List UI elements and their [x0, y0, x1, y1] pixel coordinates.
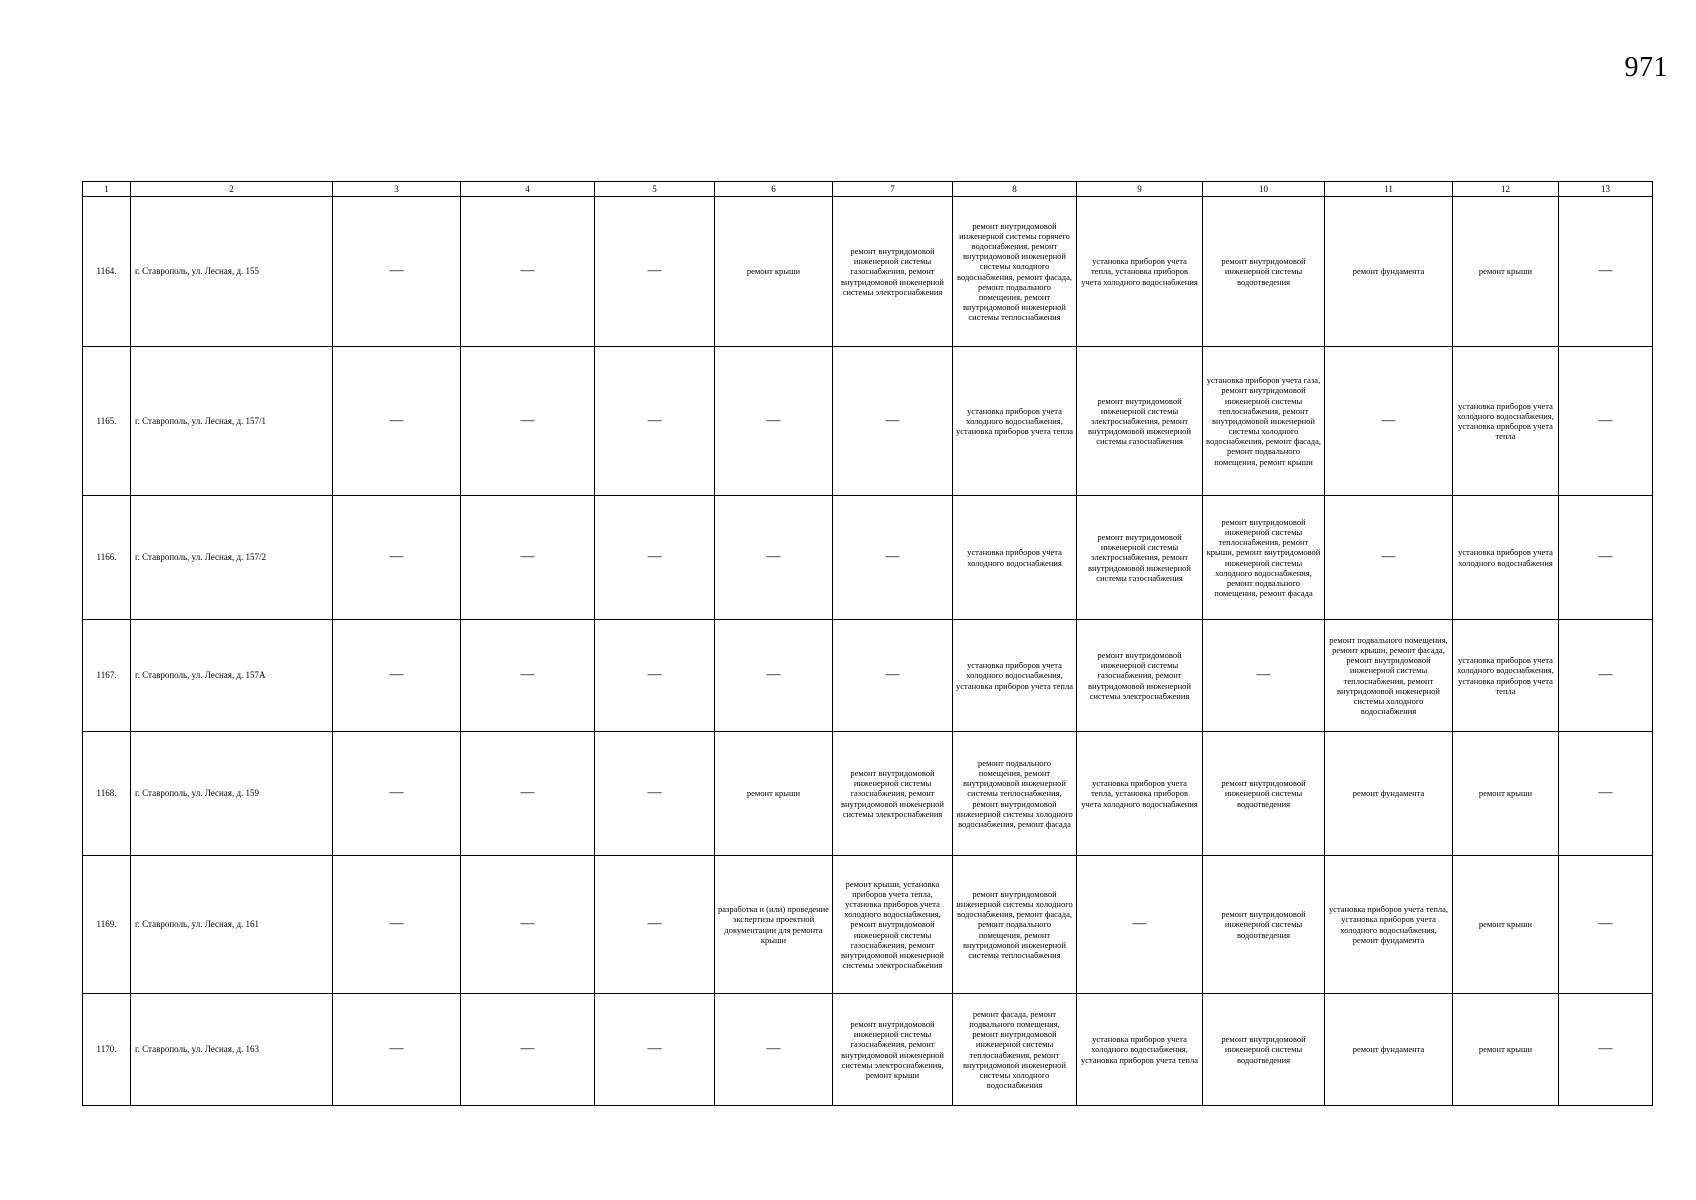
empty-dash-cell: — [333, 496, 461, 620]
empty-dash-cell: — [1559, 732, 1653, 856]
work-cell: ремонт крыши [1453, 732, 1559, 856]
work-cell: установка приборов учета тепла, установка приборов учета холодного водоснабжения [1077, 197, 1203, 347]
work-cell: ремонт крыши [1453, 856, 1559, 994]
table-row [83, 496, 1653, 620]
empty-dash-cell: — [715, 347, 833, 496]
address-cell: г. Ставрополь, ул. Лесная, д. 163 [131, 994, 333, 1106]
empty-dash-cell: — [833, 620, 953, 732]
work-cell: ремонт внутридомовой инженерной системы водоотведения [1203, 732, 1325, 856]
work-cell: установка приборов учета холодного водоснабжения [1453, 496, 1559, 620]
work-cell: ремонт внутридомовой инженерной системы газоснабжения, ремонт внутридомовой инженерной системы электроснабжения [833, 732, 953, 856]
column-header: 12 [1453, 182, 1559, 197]
row-number: 1165. [83, 347, 131, 496]
empty-dash-cell: — [595, 856, 715, 994]
column-header: 7 [833, 182, 953, 197]
work-cell: ремонт крыши [1453, 994, 1559, 1106]
work-cell: ремонт внутридомовой инженерной системы водоотведения [1203, 994, 1325, 1106]
work-cell: установка приборов учета холодного водоснабжения [953, 496, 1077, 620]
row-number: 1169. [83, 856, 131, 994]
work-cell: разработка и (или) проведение экспертизы проектной документации для ремонта крыши [715, 856, 833, 994]
column-header: 10 [1203, 182, 1325, 197]
work-cell: установка приборов учета холодного водоснабжения, установка приборов учета тепла [1453, 347, 1559, 496]
empty-dash-cell: — [333, 620, 461, 732]
empty-dash-cell: — [595, 496, 715, 620]
empty-dash-cell: — [461, 620, 595, 732]
row-number: 1166. [83, 496, 131, 620]
work-cell: ремонт внутридомовой инженерной системы газоснабжения, ремонт внутридомовой инженерной системы электроснабжения [833, 197, 953, 347]
work-cell: ремонт крыши [715, 732, 833, 856]
page-number: 971 [1624, 52, 1668, 83]
column-header: 13 [1559, 182, 1653, 197]
work-cell: ремонт внутридомовой инженерной системы электроснабжения, ремонт внутридомовой инженерной системы газоснабжения [1077, 496, 1203, 620]
table-row [83, 197, 1653, 347]
address-cell: г. Ставрополь, ул. Лесная, д. 157/1 [131, 347, 333, 496]
row-number: 1167. [83, 620, 131, 732]
table-row [83, 732, 1653, 856]
address-cell: г. Ставрополь, ул. Лесная, д. 159 [131, 732, 333, 856]
work-cell: ремонт внутридомовой инженерной системы газоснабжения, ремонт внутридомовой инженерной системы электроснабжения [1077, 620, 1203, 732]
work-cell: установка приборов учета газа, ремонт внутридомовой инженерной системы теплоснабжения, ремонт внутридомовой инженерной системы холодного водоснабжения, ремонт фасада, ремонт подвального помещения, ремонт крыши [1203, 347, 1325, 496]
row-number: 1168. [83, 732, 131, 856]
empty-dash-cell: — [833, 347, 953, 496]
empty-dash-cell: — [461, 856, 595, 994]
empty-dash-cell: — [1559, 197, 1653, 347]
work-cell: ремонт крыши [1453, 197, 1559, 347]
work-cell: ремонт внутридомовой инженерной системы водоотведения [1203, 856, 1325, 994]
work-cell: ремонт крыши, установка приборов учета тепла, установка приборов учета холодного водоснабжения, ремонт внутридомовой инженерной системы газоснабжения, ремонт внутридомовой инженерной системы электроснабжения [833, 856, 953, 994]
column-header: 6 [715, 182, 833, 197]
empty-dash-cell: — [461, 994, 595, 1106]
empty-dash-cell: — [461, 496, 595, 620]
empty-dash-cell: — [595, 732, 715, 856]
column-header: 1 [83, 182, 131, 197]
work-cell: ремонт внутридомовой инженерной системы водоотведения [1203, 197, 1325, 347]
column-header: 5 [595, 182, 715, 197]
work-cell: ремонт фундамента [1325, 197, 1453, 347]
work-cell: ремонт внутридомовой инженерной системы холодного водоснабжения, ремонт фасада, ремонт подвального помещения, ремонт внутридомовой инженерной системы теплоснабжения [953, 856, 1077, 994]
work-cell: установка приборов учета тепла, установка приборов учета холодного водоснабжения, ремонт фундамента [1325, 856, 1453, 994]
empty-dash-cell: — [1077, 856, 1203, 994]
address-cell: г. Ставрополь, ул. Лесная, д. 157А [131, 620, 333, 732]
row-number: 1170. [83, 994, 131, 1106]
work-cell: установка приборов учета тепла, установка приборов учета холодного водоснабжения [1077, 732, 1203, 856]
column-number-row [83, 182, 1653, 197]
work-cell: ремонт фундамента [1325, 732, 1453, 856]
work-cell: ремонт подвального помещения, ремонт крыши, ремонт фасада, ремонт внутридомовой инженерной системы теплоснабжения, ремонт внутридомовой инженерной системы холодного водоснабжения [1325, 620, 1453, 732]
empty-dash-cell: — [595, 197, 715, 347]
empty-dash-cell: — [461, 197, 595, 347]
work-cell: ремонт подвального помещения, ремонт внутридомовой инженерной системы теплоснабжения, ремонт внутридомовой инженерной системы холодного водоснабжения, ремонт фасада [953, 732, 1077, 856]
empty-dash-cell: — [1559, 856, 1653, 994]
table-row [83, 347, 1653, 496]
column-header: 11 [1325, 182, 1453, 197]
work-cell: ремонт фасада, ремонт подвального помещения, ремонт внутридомовой инженерной системы теплоснабжения, ремонт внутридомовой инженерной системы холодного водоснабжения [953, 994, 1077, 1106]
empty-dash-cell: — [595, 994, 715, 1106]
repair-schedule-table [82, 181, 1653, 1106]
empty-dash-cell: — [333, 347, 461, 496]
empty-dash-cell: — [333, 732, 461, 856]
work-cell: ремонт внутридомовой инженерной системы теплоснабжения, ремонт крыши, ремонт внутридомовой инженерной системы холодного водоснабжения, ремонт подвального помещения, ремонт фасада [1203, 496, 1325, 620]
column-header: 9 [1077, 182, 1203, 197]
empty-dash-cell: — [333, 994, 461, 1106]
column-header: 4 [461, 182, 595, 197]
column-header: 2 [131, 182, 333, 197]
empty-dash-cell: — [595, 620, 715, 732]
work-cell: ремонт внутридомовой инженерной системы газоснабжения, ремонт внутридомовой инженерной системы электроснабжения, ремонт крыши [833, 994, 953, 1106]
empty-dash-cell: — [1559, 620, 1653, 732]
address-cell: г. Ставрополь, ул. Лесная, д. 155 [131, 197, 333, 347]
row-number: 1164. [83, 197, 131, 347]
empty-dash-cell: — [715, 994, 833, 1106]
empty-dash-cell: — [1203, 620, 1325, 732]
work-cell: ремонт фундамента [1325, 994, 1453, 1106]
table-row [83, 994, 1653, 1106]
work-cell: установка приборов учета холодного водоснабжения, установка приборов учета тепла [953, 620, 1077, 732]
work-cell: ремонт крыши [715, 197, 833, 347]
work-cell: ремонт внутридомовой инженерной системы горячего водоснабжения, ремонт внутридомовой инженерной системы холодного водоснабжения, ремонт фасада, ремонт подвального помещения, ремонт внутридомовой инженерной системы теплоснабжения [953, 197, 1077, 347]
table-row [83, 620, 1653, 732]
address-cell: г. Ставрополь, ул. Лесная, д. 161 [131, 856, 333, 994]
empty-dash-cell: — [461, 347, 595, 496]
empty-dash-cell: — [1559, 994, 1653, 1106]
empty-dash-cell: — [715, 620, 833, 732]
empty-dash-cell: — [333, 197, 461, 347]
column-header: 8 [953, 182, 1077, 197]
empty-dash-cell: — [333, 856, 461, 994]
work-cell: установка приборов учета холодного водоснабжения, установка приборов учета тепла [1077, 994, 1203, 1106]
work-cell: установка приборов учета холодного водоснабжения, установка приборов учета тепла [1453, 620, 1559, 732]
empty-dash-cell: — [715, 496, 833, 620]
empty-dash-cell: — [1325, 347, 1453, 496]
empty-dash-cell: — [461, 732, 595, 856]
empty-dash-cell: — [1325, 496, 1453, 620]
work-cell: ремонт внутридомовой инженерной системы электроснабжения, ремонт внутридомовой инженерной системы газоснабжения [1077, 347, 1203, 496]
table-row [83, 856, 1653, 994]
address-cell: г. Ставрополь, ул. Лесная, д. 157/2 [131, 496, 333, 620]
column-header: 3 [333, 182, 461, 197]
work-cell: установка приборов учета холодного водоснабжения, установка приборов учета тепла [953, 347, 1077, 496]
empty-dash-cell: — [1559, 496, 1653, 620]
empty-dash-cell: — [833, 496, 953, 620]
empty-dash-cell: — [1559, 347, 1653, 496]
empty-dash-cell: — [595, 347, 715, 496]
